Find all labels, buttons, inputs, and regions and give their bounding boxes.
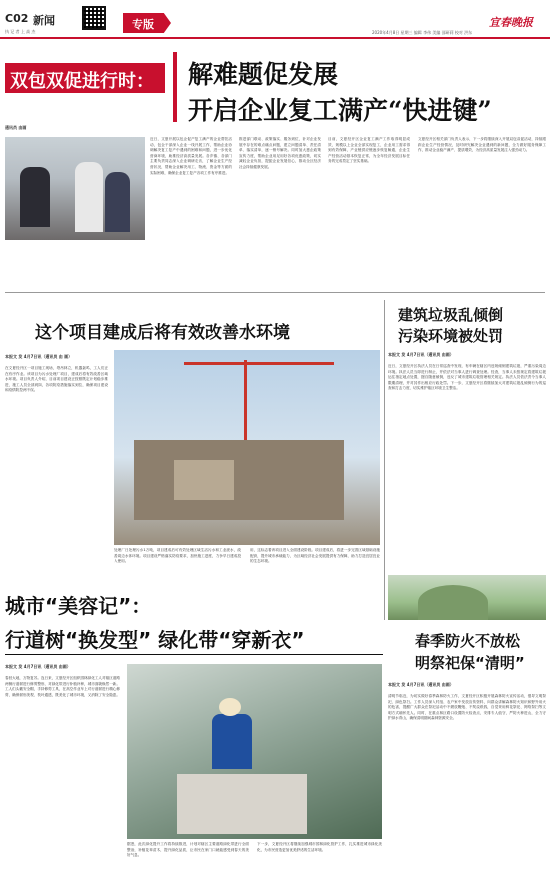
article2-headline: 这个项目建成后将有效改善水环境 [35,323,290,343]
editor-credit: 执 记 者 上 高 杰 [5,29,36,34]
article4-body-col3: 下一步，文夏经开区将继续加强城市园林绿化管护工作，扎实推进城市绿化美化，为市民营造更加优美舒适的生活环境。 [257,842,382,852]
headline-divider [173,52,177,122]
newspaper-logo: 宜春晚报 [489,16,533,29]
article4-photo [127,664,382,839]
article1-photo [5,137,145,240]
article5-headline-1: 春季防火不放松 [415,632,521,650]
article1-body-col1: 近日，文夏开展以包企促产复工满产的企业帮扶活动，包企干部深入企业一线开展工作，帮助企业协调解决复工复产中遇到的困难和问题，进一步优化营商环境，助推经济高质量发展。各乡镇、各部门主要负责同志深入企业调研走访，了解企业生产经营状况，帮助企业解决用工、物流、资金等方面的实际困难，确保企业复工复产各项工作有序推进。 [150,137,232,175]
article2-byline: 本报文 发 4月7日讯（通讯员 由 画） [5,354,73,359]
article1-byline: 通讯员 由画 [5,125,27,130]
article4-headline-2: 行道树“换发型” 绿化带“穿新衣” [5,628,305,652]
article1-headline-1: 解难题促发展 [188,60,339,89]
article3-body: 近日，文夏经开区执法人员在日常巡查中发现，有车辆在辖区内违规倾倒建筑垃圾，严重污染周边环境。执法人员当即进行制止，并依法对当事人进行调查处理。经查，当事人未按规定将建筑垃圾运往指定地点处置，擅自随意倾倒，违反了城市建筑垃圾管理相关规定。执法人员依法责令当事人限期清理，并对其作出相应行政处罚。下一步，文夏经开区将继续加大对建筑垃圾乱倾倒行为的巡查和打击力度，切实维护辖区环境卫生整洁。 [388,364,546,391]
section-name: 新闻 [33,14,55,27]
article3-headline-2: 污染环境被处罚 [398,327,504,345]
masthead-rule [0,37,550,39]
article4-body-col1: 春回大地，万物复苏。连日来，文夏经开区组织园林绿化工人对辖区道路两侧行道树进行修剪整形，对绿化带进行补植补种，城市面貌焕然一新。工人们头戴安全帽，手持修剪工具，在高空作业车上对行道树进行精心修剪，确保树形美观、枝叶通透，既美化了城市环境，又消除了安全隐患。 [5,676,120,697]
article2-body-col3: 用，这标志着该项目进入全面建设阶段。项目建成后，将进一步完善区域基础设施配套，提升城市承载能力，为区域经济社会发展提供有力保障，助力打造宜居宜业的生态环境。 [250,548,380,564]
article2-body-col1: 在文夏经开区一项目施工现场，塔吊林立，机器轰鸣，工人们正在有序作业。该项目为污水处理厂项目，建成后将有效改善区域水环境。项目负责人介绍，目前项目建设正按照既定计划稳步推进，施工人员全部到岗，各项防疫措施落实到位，确保项目建设和疫情防控两不误。 [5,366,108,393]
article2-photo [114,350,380,545]
article5-body: 清明节临近，为切实做好春季森林防火工作，文夏经开区积极开展森林防火宣传活动，倡导文明祭祀、绿色祭扫。工作人员深入村组、农户家中发放宣传资料，向群众讲解森林防火知识和野外用火的危害，提醒广大群众在祭祀活动中不燃放鞭炮、不焚烧纸钱，自觉采用鲜花祭祀、网络祭扫等文明方式缅怀先人。同时，在重点林区路口设置防火检查点，安排专人值守，严防火种进山，全力守护绿水青山，确保清明期间森林资源安全。 [388,694,546,721]
special-tag-label: 专版 [132,18,154,31]
article5-headline-2: 明祭祀保“清明” [415,654,525,672]
article2-body-col2: 处理厂日处理污水1万吨，项目建成后可有效处理区域生活污水和工业废水，改善周边水体环境。项目建设严格落实防疫要求，加快施工进度，力争早日建成投入使用。 [114,548,241,564]
vertical-rule [384,300,385,620]
article1-body-col4: 文夏经开区相关部门负责人表示，下一步将继续深入开展双包双促活动，持续跟踪企业生产经营情况，及时研究解决企业遇到的新问题，全力做好服务保障工作，推动企业稳产满产、提质增效，为经济高质量发展注入强劲动力。 [418,137,546,153]
section-rule [5,292,545,293]
date-line: 2020年4月8日 星期三 编辑 李伟 美编 邵研莉 校对 洪东 [372,30,473,35]
article4-rule [5,654,383,655]
article1-headline-2: 开启企业复工满产“快进键” [188,96,492,125]
kicker-title: 双包双促进行时： [10,71,154,92]
article1-body-col2: 推进部门联动、政策落实、服务到位，针对企业发展中存在的难点痛点问题，建立问题清单、责任清单、落实清单，逐一销号解决。同时加大惠企政策宣传力度，帮助企业用足用好各项优惠政策，切实减轻企业负担，提振企业发展信心，推动全区经济社会持续健康发展。 [239,137,321,169]
article1-body-col3: 目前，文夏经开区企业复工满产工作取得明显成效，规模以上企业全部实现复工，企业用工需求得到有效保障，产业链供应链逐步恢复畅通，企业生产经营活动基本恢复正常，为全年经济发展目标任务的完成奠定了坚实基础。 [328,137,410,164]
page-number: C02 [5,12,29,25]
article3-byline: 本报文 发 4月7日讯（通讯员 由画） [388,352,454,357]
article5-photo [388,575,546,620]
article4-body-col2: 据悉，此次绿化提升工作将持续推进，计划对辖区主要道路绿化带进行全面整治，补植花草苗木，提升绿化品质，让市民在家门口就能感受到春天的美好气息。 [127,842,249,858]
article3-headline-1: 建筑垃圾乱倾倒 [398,306,504,324]
article4-byline: 本报文 发 4月7日讯（通讯员 由画） [5,664,71,669]
article5-byline: 本报文 发 4月7日讯（通讯员 由画） [388,682,454,687]
article4-headline-1: 城市“美容记”： [5,594,152,618]
qr-code-icon[interactable] [82,6,106,30]
